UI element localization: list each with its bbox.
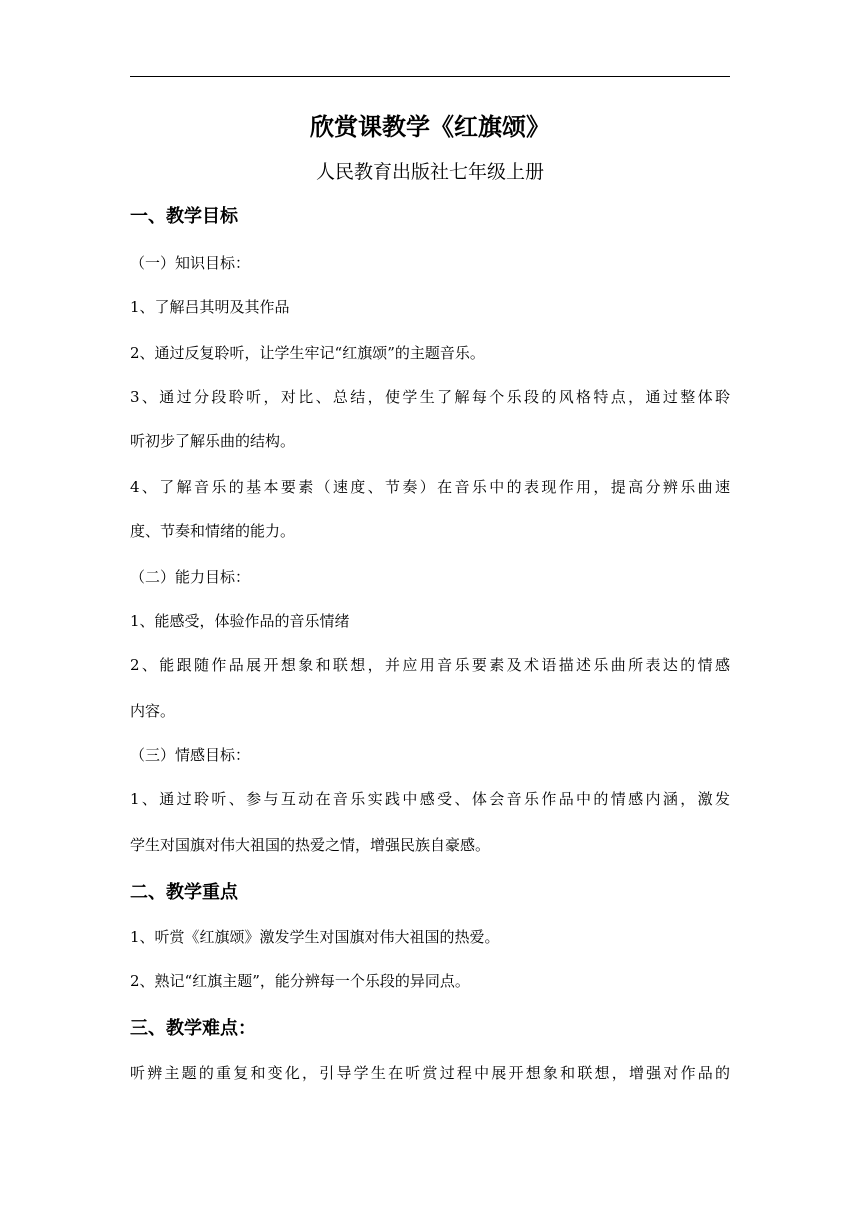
paragraph-continuation: 内容。 [130, 702, 176, 720]
paragraph-continuation: 听初步了解乐曲的结构。 [130, 432, 296, 450]
paragraph: 2、熟记“红旗主题”，能分辨每一个乐段的异同点。 [130, 972, 470, 990]
document-page [130, 0, 730, 1216]
section-heading-objectives: 一、教学目标 [130, 206, 238, 227]
paragraph: 1、能感受，体验作品的音乐情绪 [130, 612, 350, 630]
subheading-knowledge: （一）知识目标： [130, 254, 251, 272]
paragraph: 1、听赏《红旗颂》激发学生对国旗对伟大祖国的热爱。 [130, 928, 500, 946]
paragraph: 1、了解吕其明及其作品 [130, 298, 290, 316]
paragraph: 2、能跟随作品展开想象和联想，并应用音乐要素及术语描述乐曲所表达的情感 [130, 656, 730, 674]
header-rule [130, 76, 730, 77]
paragraph: 1、通过聆听、参与互动在音乐实践中感受、体会音乐作品中的情感内涵，激发 [130, 790, 730, 808]
subheading-emotion: （三）情感目标： [130, 746, 251, 764]
paragraph: 听辨主题的重复和变化，引导学生在听赏过程中展开想象和联想，增强对作品的 [130, 1064, 730, 1082]
document-subtitle: 人民教育出版社七年级上册 [315, 161, 544, 183]
section-heading-difficulties: 三、教学难点： [130, 1018, 256, 1039]
paragraph-continuation: 度、节奏和情绪的能力。 [130, 522, 296, 540]
paragraph: 3、通过分段聆听，对比、总结，使学生了解每个乐段的风格特点，通过整体聆 [130, 388, 730, 406]
paragraph: 4、了解音乐的基本要素（速度、节奏）在音乐中的表现作用，提高分辨乐曲速 [130, 478, 730, 496]
paragraph-continuation: 学生对国旗对伟大祖国的热爱之情，增强民族自豪感。 [130, 836, 491, 854]
section-heading-key-points: 二、教学重点 [130, 882, 238, 903]
paragraph: 2、通过反复聆听，让学生牢记“红旗颂”的主题音乐。 [130, 344, 485, 362]
document-title: 欣赏课教学《红旗颂》 [310, 112, 550, 141]
subheading-ability: （二）能力目标： [130, 568, 251, 586]
